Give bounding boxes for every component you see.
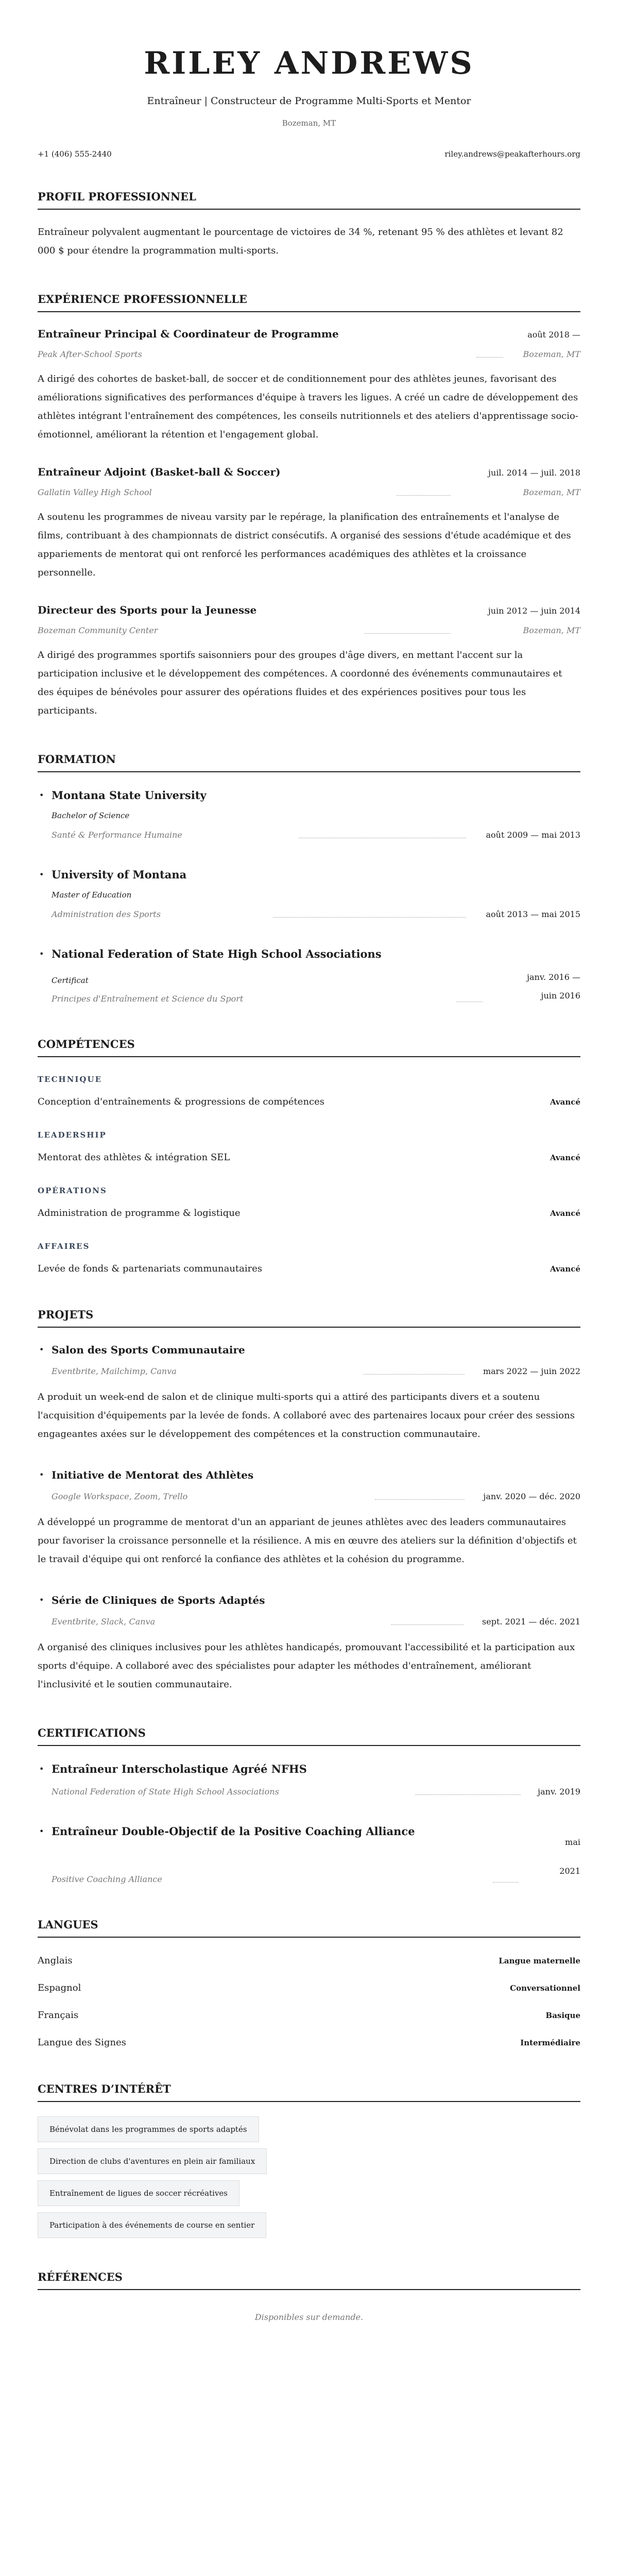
email-link[interactable]: riley.andrews@peakafterhours.org [444,149,580,159]
field-of-study: Administration des Sports [52,909,161,919]
job-dates: juin 2012 — juin 2014 [488,606,580,616]
language-name: Anglais [38,1955,73,1966]
languages-section [38,1918,580,2050]
project-entry [38,1339,580,1444]
candidate-name: RILEY ANDREWS [144,45,474,81]
language-row [38,1953,580,1968]
section-heading: LANGUES [38,1918,580,1938]
skill-row [38,1095,580,1109]
skill-row [38,1206,580,1220]
field-of-study: Santé & Performance Humaine [52,830,182,840]
interests-section [38,2082,580,2238]
skill-row [38,1150,580,1164]
dotted-leader [365,633,451,634]
language-name: Français [38,2010,79,2021]
references-section [38,2270,580,2324]
job-title: Directeur des Sports pour la Jeunesse [38,604,257,616]
school-name: National Federation of State High School Associations [52,947,382,960]
dotted-leader [375,1499,465,1500]
project-description: A produit un week-end de salon et de clinique multi-sports qui a attiré des participants divers et a soutenu l'acquisition d'équipements par la levée de fonds. A collaboré avec des partenaires locaux pour créer des sessions engageantes axées sur le développement des compétences et la construction communautaire. [38,1392,575,1439]
section-heading: COMPÉTENCES [38,1037,580,1057]
skill-category: AFFAIRES [38,1242,90,1251]
contact-row [38,148,580,160]
dotted-leader [397,495,451,496]
dotted-leader [363,1374,465,1375]
bullet-icon: • [39,1826,44,1836]
education-dates: janv. 2016 — juin 2016 [527,972,580,1001]
language-name: Espagnol [38,1982,81,1993]
project-title: Initiative de Mentorat des Athlètes [52,1469,254,1481]
skill-level: Avancé [550,1209,580,1218]
language-level: Conversationnel [510,1984,580,1993]
section-heading: CERTIFICATIONS [38,1726,580,1746]
job-description: A dirigé des programmes sportifs saisonniers pour des groupes d'âge divers, en mettant l'accent sur la participation inclusive et le développement des compétences. A coordonné des événements communautaires et des équipes de bénévoles pour assurer des opérations fluides et des expériences positives pour tous les participants. [38,650,562,716]
skill-name: Conception d'entraînements & progressions de compétences [38,1096,325,1107]
dotted-leader [476,357,503,358]
education-section [38,752,580,1005]
project-description: A développé un programme de mentorat d'un an appariant de jeunes athlètes avec des leaders communautaires pour favoriser la croissance personnelle et la résilience. A mis en œuvre des ateliers sur la définition d'objectifs et le travail d'équipe qui ont renforcé la confiance des athlètes et la cohésion du programme. [38,1517,577,1565]
interest-tag: Direction de clubs d'aventures en plein air familiaux [38,2148,267,2174]
certification-issuer: National Federation of State High School Associations [52,1787,279,1797]
dotted-leader [415,1794,521,1795]
project-dates: sept. 2021 — déc. 2021 [482,1617,580,1626]
job-entry [38,465,580,582]
phone: +1 (406) 555-2440 [38,149,112,159]
bullet-icon: • [39,870,44,879]
job-location: Bozeman, MT [523,487,580,497]
experience-section [38,292,580,720]
project-title: Salon des Sports Communautaire [52,1344,245,1356]
language-row [38,2008,580,2023]
projects-section [38,1308,580,1694]
job-title: Entraîneur Adjoint (Basket-ball & Soccer) [38,466,281,478]
degree: Bachelor of Science [52,811,130,820]
job-description: A soutenu les programmes de niveau varsity par le repérage, la planification des entraînements et l'analyse de films, contribuant à des championnats de district consécutifs. A organisé des sessions d'étude académique et des appariements de mentorat qui ont renforcé les performances académiques des athlètes et la croissance personnelle. [38,512,571,578]
project-dates: mars 2022 — juin 2022 [483,1366,580,1376]
language-row [38,1980,580,1995]
section-heading: FORMATION [38,752,580,772]
interest-tag: Entraînement de ligues de soccer récréatives [38,2180,239,2206]
education-dates: août 2009 — mai 2013 [486,830,580,840]
company: Bozeman Community Center [38,625,158,635]
project-description: A organisé des cliniques inclusives pour les athlètes handicapés, promouvant l'accessibilité et la participation aux sports d'équipe. A collaboré avec des spécialistes pour adapter les méthodes d'entraînement, améliorant l'inclusivité et le soutien communautaire. [38,1642,575,1690]
skill-level: Avancé [550,1264,580,1274]
education-entry [38,943,580,1005]
section-heading: CENTRES D’INTÉRÊT [38,2082,580,2102]
resume-header [38,44,580,160]
references-text: Disponibles sur demande. [254,2312,364,2322]
bullet-icon: • [39,1764,44,1774]
bullet-icon: • [39,1595,44,1605]
language-row [38,2035,580,2050]
company: Gallatin Valley High School [38,487,152,497]
profile-section [38,190,580,260]
skill-level: Avancé [550,1097,580,1107]
interest-tag: Bénévolat dans les programmes de sports adaptés [38,2116,259,2142]
job-dates: août 2018 — [527,330,580,340]
certification-entry [38,1758,580,1798]
job-description: A dirigé des cohortes de basket-ball, de soccer et de conditionnement pour des athlètes jeunes, favorisant des améliorations significatives des performances d'équipe à travers les ligues. A créé un cadre de développement des athlètes intégrant l'entraînement des compétences, les conseils nutritionnels et des ateliers d'apprentissage socio-émotionnel, améliorant la rétention et l'engagement global. [38,374,578,440]
interest-tags [38,2116,580,2238]
certification-issuer: Positive Coaching Alliance [52,1874,162,1884]
language-name: Langue des Signes [38,2037,126,2048]
certification-title: Entraîneur Interscholastique Agréé NFHS [52,1762,307,1775]
school-name: Montana State University [52,789,207,802]
skill-name: Administration de programme & logistique [38,1208,241,1218]
education-entry [38,785,580,841]
job-title: Entraîneur Principal & Coordinateur de Programme [38,328,339,340]
project-dates: janv. 2020 — déc. 2020 [483,1492,580,1501]
dotted-leader [391,1624,464,1625]
headline: Entraîneur | Constructeur de Programme Multi-Sports et Mentor [147,95,471,107]
bullet-icon: • [39,1345,44,1354]
skill-level: Avancé [550,1153,580,1162]
skill-category: OPÉRATIONS [38,1186,107,1195]
profile-text: Entraîneur polyvalent augmentant le pourcentage de victoires de 34 %, retenant 95 % des athlètes et levant 82 000 $ pour étendre la programmation multi-sports. [38,227,563,256]
project-title: Série de Cliniques de Sports Adaptés [52,1594,265,1606]
language-level: Basique [545,2011,580,2020]
job-entry [38,603,580,720]
dotted-leader [493,1882,519,1883]
language-level: Langue maternelle [499,1956,580,1965]
skill-name: Mentorat des athlètes & intégration SEL [38,1152,230,1163]
bullet-icon: • [39,1470,44,1480]
bullet-icon: • [39,949,44,959]
dotted-leader [273,917,466,918]
skills-section [38,1037,580,1276]
interest-tag: Participation à des événements de course en sentier [38,2212,266,2238]
skill-category: TECHNIQUE [38,1075,102,1084]
section-heading: PROFIL PROFESSIONNEL [38,190,580,210]
bullet-icon: • [39,790,44,800]
project-entry [38,1464,580,1569]
job-entry [38,327,580,444]
location: Bozeman, MT [282,118,336,128]
degree: Certificat [52,976,89,985]
job-location: Bozeman, MT [523,349,580,359]
field-of-study: Principes d'Entraînement et Science du Sport [52,994,244,1004]
language-level: Intermédiaire [520,2038,580,2047]
skill-row [38,1262,580,1276]
section-heading: RÉFÉRENCES [38,2270,580,2290]
education-dates: août 2013 — mai 2015 [486,909,580,919]
certification-date: janv. 2019 [538,1787,580,1797]
project-tools: Google Workspace, Zoom, Trello [52,1492,188,1501]
section-heading: PROJETS [38,1308,580,1328]
job-location: Bozeman, MT [523,625,580,635]
job-dates: juil. 2014 — juil. 2018 [488,468,580,478]
project-tools: Eventbrite, Slack, Canva [52,1617,156,1626]
certifications-section [38,1726,580,1886]
certification-date: mai 2021 [559,1837,580,1876]
project-tools: Eventbrite, Mailchimp, Canva [52,1366,177,1376]
education-entry [38,864,580,921]
degree: Master of Education [52,890,132,900]
certification-title: Entraîneur Double-Objectif de la Positive Coaching Alliance [52,1825,415,1838]
school-name: University of Montana [52,868,187,881]
project-entry [38,1589,580,1694]
certification-entry [38,1821,580,1886]
section-heading: EXPÉRIENCE PROFESSIONNELLE [38,292,580,312]
skill-name: Levée de fonds & partenariats communautaires [38,1263,263,1274]
skill-category: LEADERSHIP [38,1130,107,1140]
company: Peak After-School Sports [38,349,142,359]
